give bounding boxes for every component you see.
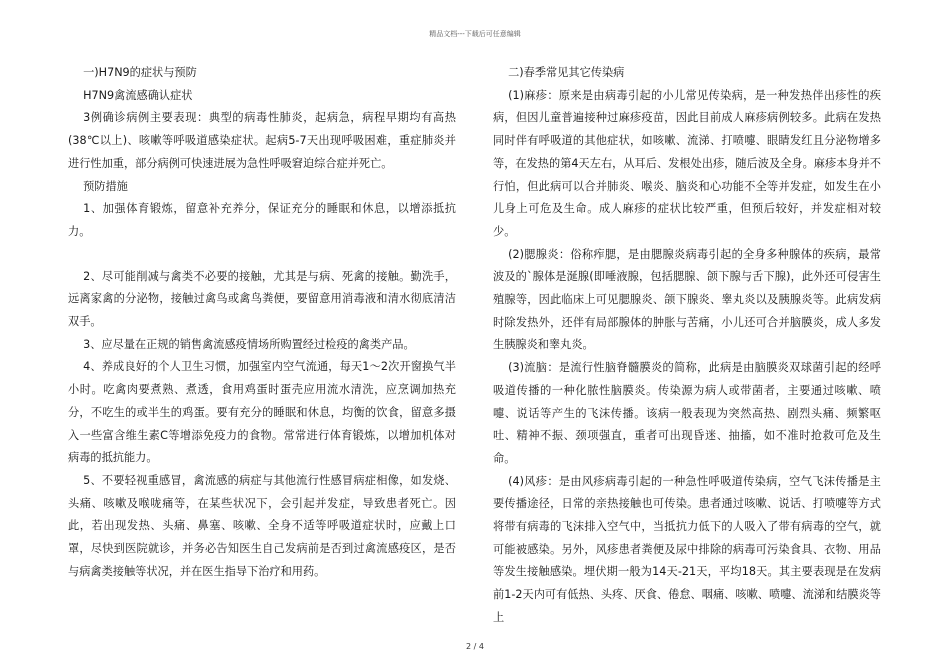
left-column bbox=[68, 62, 456, 583]
subsection-title: 预防措施 bbox=[83, 179, 128, 193]
paragraph: (3)流脑：是流行性脑脊髓膜炎的简称，此病是由脑膜炎双球菌引起的经呼吸道传播的一种化脓性脑膜炎。传染源为病人或带菌者，主要通过咳嗽、喷嚏、说话等产生的飞沫传播。该病一般表现为突然高热、剧烈头痛、频繁呕吐、精神不振、颈项强直，重者可出现昏迷、抽搐，如不准时抢救可危及生命。 bbox=[493, 361, 881, 465]
section-title: 二)春季常见其它传染病 bbox=[508, 66, 625, 79]
paragraph: (2)腮腺炎：俗称痄腮，是由腮腺炎病毒引起的全身多种腺体的疾病，最常波及的`腺体是涎腺(即唾液腺，包括腮腺、颌下腺与舌下腺)，此外还可侵害生殖腺等，因此临床上可见腮腺炎、颌下腺炎、睾丸炎以及胰腺炎等。此病发病时除发热外，还伴有局部腺体的肿胀与苦痛，小儿还可合并脑膜炎，成人多发生胰腺炎和睾丸炎。 bbox=[493, 247, 881, 352]
list-item: 5、不要轻视重感冒，禽流感的病症与其他流行性感冒病症相像，如发烧、头痛、咳嗽及喉咙痛等，在某些状况下，会引起并发症，导致患者死亡。因此，若出现发热、头痛、鼻塞、咳嗽、全身不适等呼吸道症状时，应戴上口罩，尽快到医院就诊，并务必告知医生自己发病前是否到过禽流感疫区，是否与病禽类接触等状况，并在医生指导下治疗和用药。 bbox=[68, 473, 456, 578]
right-column bbox=[493, 62, 881, 630]
list-item: 2、尽可能削减与禽类不必要的接触，尤其是与病、死禽的接触。勤洗手，远离家禽的分泌物，接触过禽鸟或禽鸟粪便，要留意用消毒液和清水彻底清洁双手。 bbox=[68, 269, 456, 329]
page-header: 精品文档---下载后可任意编辑 bbox=[429, 30, 521, 38]
list-item: 3、应尽量在正规的销售禽流感疫情场所购置经过检疫的禽类产品。 bbox=[83, 337, 415, 351]
page-number: 2 / 4 bbox=[466, 642, 484, 651]
section-title: 一)H7N9的症状与预防 bbox=[83, 66, 197, 79]
paragraph: (4)风疹：是由风疹病毒引起的一种急性呼吸道传染病，空气飞沫传播是主要传播途径，日常的亲热接触也可传染。患者通过咳嗽、说话、打喷嚏等方式将带有病毒的飞沫排入空气中，当抵抗力低下的人吸入了带有病毒的空气，就可能被感染。另外，风疹患者粪便及尿中排除的病毒可污染食具、衣物、用品等发生接触感染。埋伏期一般为14天-21天，平均18天。其主要表现是在发病前1-2天内可有低热、头疼、厌食、倦怠、咽痛、咳嗽、喷嚏、流涕和结膜炎等上 bbox=[493, 474, 881, 624]
subsection-title: H7N9禽流感确认症状 bbox=[83, 88, 193, 102]
list-item: 4、养成良好的个人卫生习惯，加强室内空气流通，每天1～2次开窗换气半小时。吃禽肉要煮熟、煮透，食用鸡蛋时蛋壳应用流水清洗，应烹调加热充分，不吃生的或半生的鸡蛋。要有充分的睡眠和休息，均衡的饮食，留意多摄入一些富含维生素C等增添免疫力的食物。常常进行体育锻炼，以增加机体对病毒的抵抗能力。 bbox=[68, 360, 456, 465]
list-item: 1、加强体育锻炼，留意补充养分，保证充分的睡眠和休息，以增添抵抗力。 bbox=[68, 202, 456, 238]
paragraph: 3例确诊病例主要表现：典型的病毒性肺炎，起病急，病程早期均有高热(38℃以上)、咳嗽等呼吸道感染症状。起病5-7天出现呼吸困难，重症肺炎并进行性加重，部分病例可快速进展为急性呼吸窘迫综合症并死亡。 bbox=[68, 111, 456, 170]
paragraph: (1)麻疹：原来是由病毒引起的小儿常见传染病，是一种发热伴出疹性的疾病，但因儿童普遍接种过麻疹疫苗，因此目前成人麻疹病例较多。此病在发热同时伴有呼吸道的其他症状，如咳嗽、流涕、打喷嚏、眼睛发红且分泌物增多等，在发热的第4天左右，从耳后、发根处出疹，随后波及全身。麻疹本身并不行怕，但此病可以合并肺炎、喉炎、脑炎和心功能不全等并发症，如发生在小儿身上可危及生命。成人麻疹的症状比较严重，但预后较好，并发症相对较少。 bbox=[493, 88, 881, 238]
